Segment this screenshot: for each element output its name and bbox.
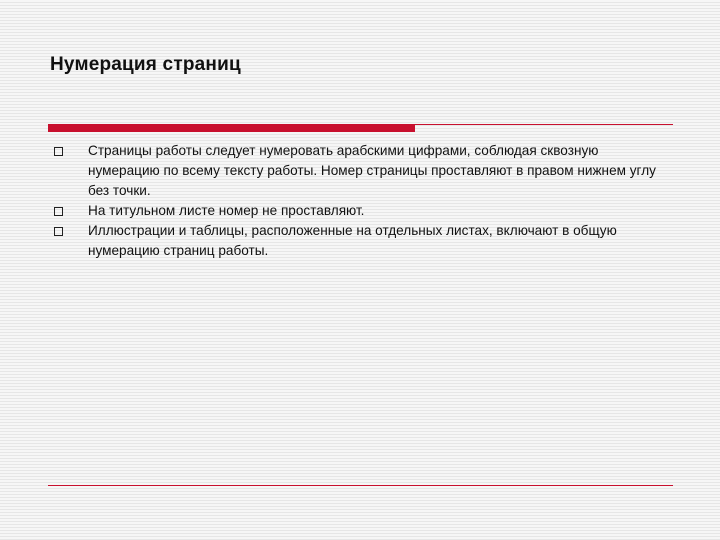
square-outline-icon (54, 147, 63, 156)
list-item-text: На титульном листе номер не проставляют. (88, 203, 365, 218)
list-item (50, 141, 670, 201)
list-item-text: Страницы работы следует нумеровать арабскими цифрами, соблюдая сквозную нумерацию по всему тексту работы. Номер страницы проставляют в правом нижнем углу без точки. (88, 143, 656, 198)
list-item (50, 201, 670, 221)
list-item (50, 221, 670, 261)
square-outline-icon (54, 207, 63, 216)
list-item-text: Иллюстрации и таблицы, расположенные на отдельных листах, включают в общую нумерацию страниц работы. (88, 223, 617, 258)
title-underline (48, 122, 673, 132)
square-outline-icon (54, 227, 63, 236)
title-underline-thick (48, 124, 415, 132)
bullet-list (50, 141, 670, 261)
slide-title: Нумерация страниц (50, 54, 241, 75)
footer-rule (48, 485, 673, 486)
